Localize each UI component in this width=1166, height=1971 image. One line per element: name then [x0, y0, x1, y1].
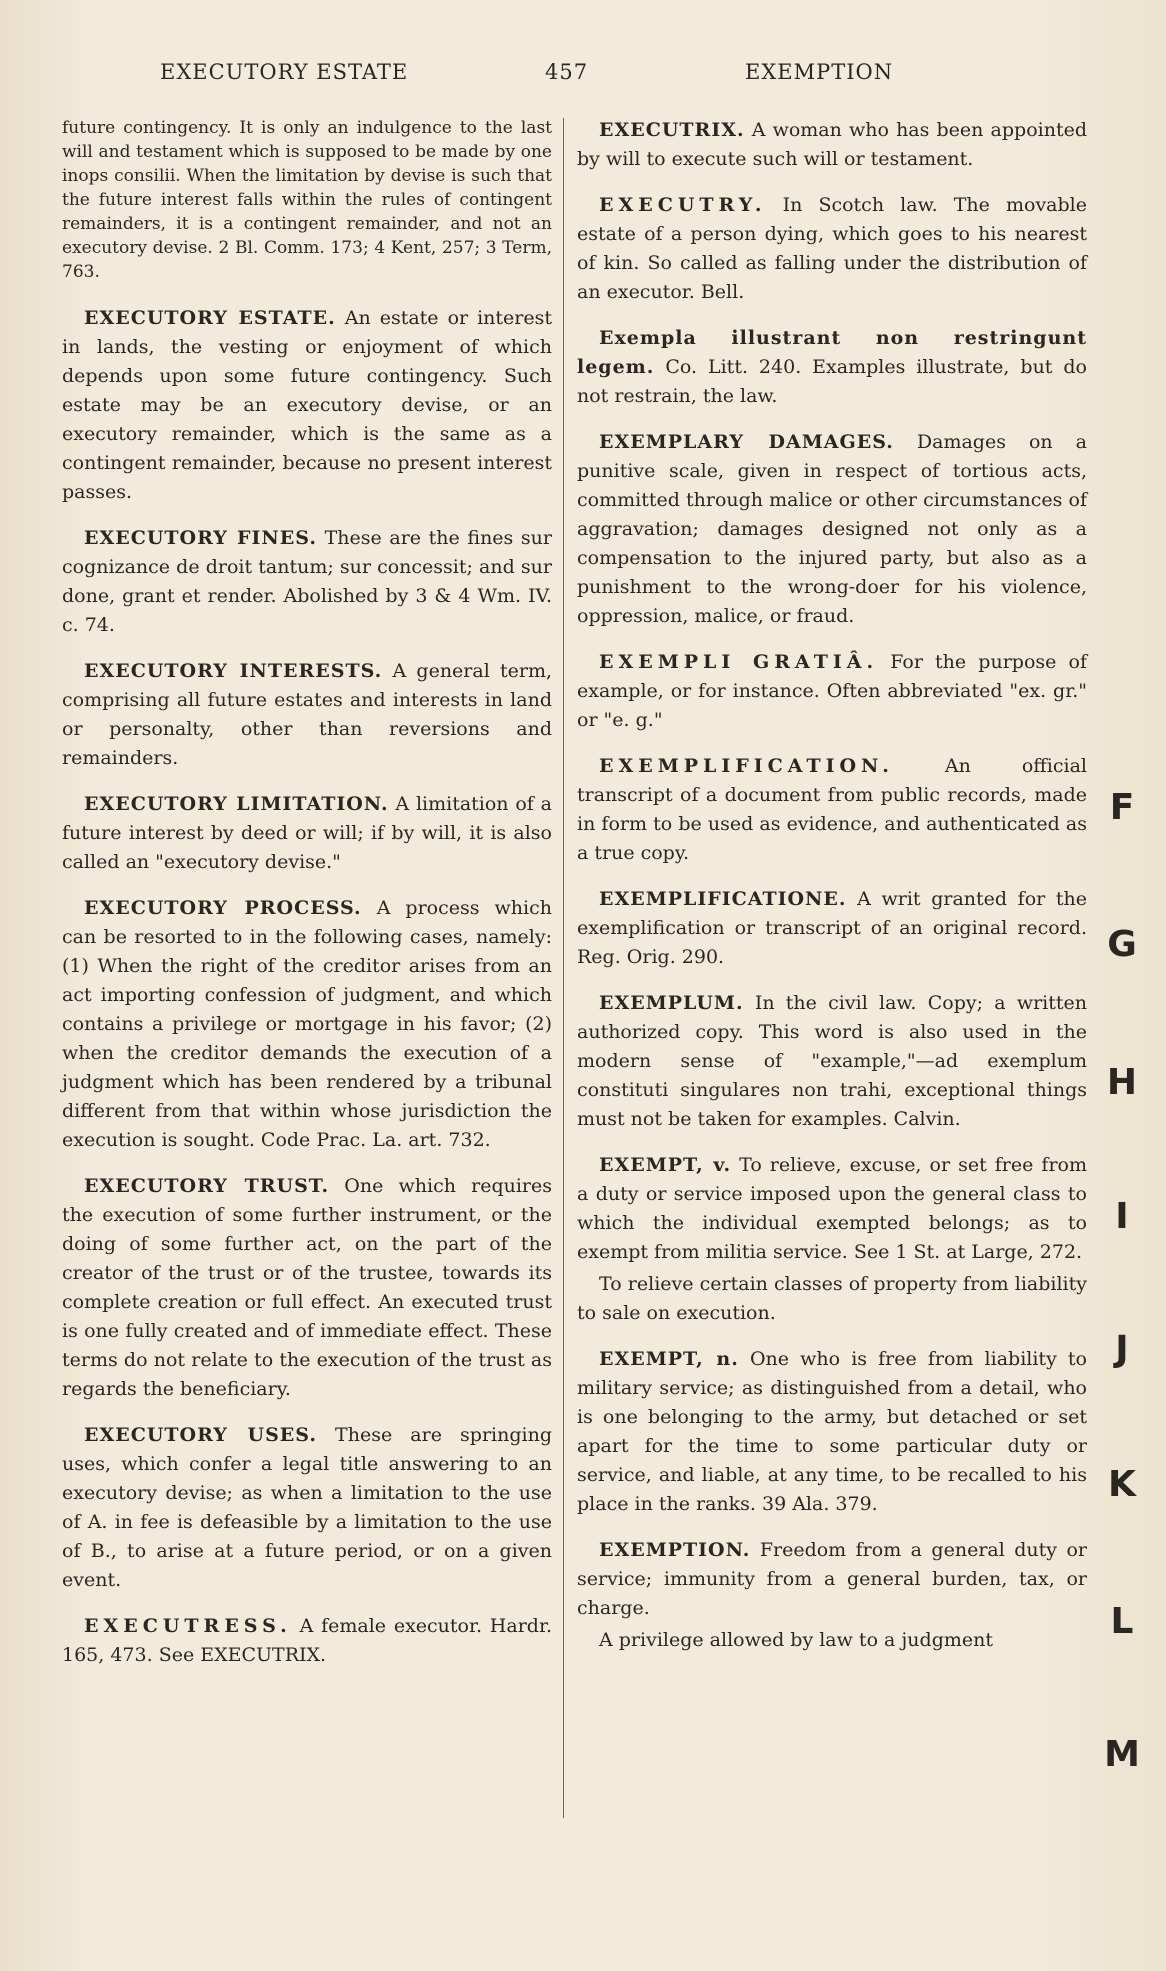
- header-left-guide-word: EXECUTORY ESTATE: [160, 60, 409, 84]
- entry-continuation: [577, 1270, 1087, 1328]
- entry-text: For the purpose of example, or for instance. Often abbreviated "ex. gr." or "e. g.": [577, 651, 1087, 731]
- header-right-guide-word: EXEMPTION: [745, 60, 894, 84]
- entry: [577, 324, 1087, 411]
- entry: [62, 524, 552, 640]
- entry-term: EXECUTORY TRUST.: [84, 1175, 330, 1197]
- entry-text: One who is free from liability to military service; as distinguished from a detail, who is one belonging to the army, but detached or set apart for the time to some particular duty or service, and liable, at any time, to be recalled to his place in the ranks. 39 Ala. 379.: [577, 1348, 1087, 1515]
- entry-text: future contingency. It is only an indulgence to the last will and testament which is supposed to be made by one inops consilii. When the limitation by devise is such that the future interest falls within the rules of contingent remainders, it is a contingent remainder, and not an executory devise. 2 Bl. Comm. 173; 4 Kent, 257; 3 Term, 763.: [62, 118, 552, 282]
- entry: [62, 1612, 552, 1670]
- entry-text: These are the fines sur cognizance de droit tantum; sur concessit; and sur done, grant et render. Abolished by 3 & 4 Wm. IV. c. 74.: [62, 527, 552, 636]
- entry-term: EXECUTORY USES.: [84, 1424, 317, 1446]
- thumb-index-tab: H: [1106, 1062, 1138, 1103]
- entry-term: EXECUTORY INTERESTS.: [84, 660, 383, 682]
- entry-term: EXECUTRESS.: [84, 1615, 292, 1637]
- entry-term: EXEMPT, v.: [599, 1154, 732, 1176]
- thumb-index-tab: F: [1109, 787, 1135, 828]
- entry-text: An estate or interest in lands, the vesting or enjoyment of which depends upon some future contingency. Such estate may be an executory devise, or an executory remainder, which is the same as a contingent remainder, because no present interest passes.: [62, 307, 553, 503]
- entry: [62, 116, 552, 284]
- column-divider: [563, 118, 564, 1818]
- entry-term: EXEMPLARY DAMAGES.: [599, 431, 894, 453]
- entry-text: In the civil law. Copy; a written authorized copy. This word is also used in the modern sense of "example,"—ad exemplum constituti singulares non trahi, exceptional things must not be taken for examples. Calvin.: [577, 992, 1087, 1130]
- entry: [62, 657, 552, 773]
- entry: [577, 885, 1087, 972]
- entry: [577, 116, 1087, 174]
- thumb-index-tab: J: [1115, 1329, 1129, 1370]
- entry-text: To relieve certain classes of property from liability to sale on execution.: [577, 1273, 1087, 1324]
- entry: [62, 1421, 552, 1595]
- right-column: [577, 116, 1087, 1672]
- entry-term: EXEMPLI GRATIÂ.: [599, 651, 879, 673]
- entry: [577, 1151, 1087, 1267]
- entry-term: EXEMPLIFICATION.: [599, 755, 894, 777]
- left-column: [62, 116, 552, 1687]
- entry-text: To relieve, excuse, or set free from a duty or service imposed upon the general class to which the individual exempted belongs; as to exempt from militia service. See 1 St. at Large, 272.: [577, 1154, 1087, 1263]
- entry-text: A process which can be resorted to in the following cases, namely: (1) When the right of the creditor arises from an act importing confession of judgment, and which contains a privilege or mortgage in his favor; (2) when the creditor demands the execution of a judgment which has been rendered by a tribunal different from that within whose jurisdiction the execution is sought. Code Prac. La. art. 732.: [62, 897, 552, 1151]
- entry-text: Damages on a punitive scale, given in respect of tortious acts, committed through malice or other circumstances of aggravation; damages designed not only as a compensation to the injured party, but also as a punishment to the wrong-doer for his violence, oppression, malice, or fraud.: [577, 431, 1087, 627]
- entry-term: EXECUTRIX.: [599, 119, 745, 141]
- thumb-index-tab: K: [1108, 1464, 1136, 1505]
- entry-term: EXECUTORY ESTATE.: [84, 307, 336, 329]
- entry-term: EXEMPLUM.: [599, 992, 744, 1014]
- thumb-index-tab: G: [1107, 924, 1137, 965]
- entry-text: One which requires the execution of some further instrument, or the doing of some further act, on the part of the creator of the trust or of the trustee, towards its complete creation or full effect. An executed trust is one fully created and of immediate effect. These terms do not relate to the execution of the trust as regards the beneficiary.: [62, 1175, 553, 1400]
- entry: [62, 1172, 552, 1404]
- entry-text: A limitation of a future interest by deed or will; if by will, it is also called an "executory devise.": [62, 793, 552, 873]
- entry-term: EXEMPT, n.: [599, 1348, 739, 1370]
- entry: [62, 304, 552, 507]
- entry-text: These are springing uses, which confer a legal title answering to an executory devise; as when a limitation to the use of A. in fee is defeasible by a limitation to the use of B., to arise at a future period, or on a given event.: [62, 1424, 552, 1591]
- entry: [577, 191, 1087, 307]
- page-number: 457: [545, 60, 589, 84]
- thumb-index-tab: M: [1104, 1734, 1140, 1775]
- entry-text: Freedom from a general duty or service; immunity from a general burden, tax, or charge.: [577, 1539, 1087, 1619]
- entry-term: Exempla illustrant non restringunt legem.: [577, 327, 1087, 378]
- thumb-index-tab: I: [1115, 1196, 1129, 1237]
- thumb-index-tab: L: [1110, 1601, 1134, 1642]
- entry-text: A privilege allowed by law to a judgment: [599, 1629, 993, 1651]
- entry: [577, 428, 1087, 631]
- entry-term: EXECUTRY.: [599, 194, 767, 216]
- entry-term: EXECUTORY FINES.: [84, 527, 317, 549]
- entry: [577, 648, 1087, 735]
- entry-text: In Scotch law. The movable estate of a person dying, which goes to his nearest of kin. So called as falling under the distribution of an executor. Bell.: [577, 194, 1087, 303]
- running-header: [0, 60, 1166, 94]
- entry: [577, 989, 1087, 1134]
- entry-term: EXECUTORY PROCESS.: [84, 897, 362, 919]
- entry: [577, 752, 1087, 868]
- entry-text: An official transcript of a document from public records, made in form to be used as evidence, and authenticated as a true copy.: [577, 755, 1088, 864]
- entry: [62, 894, 552, 1155]
- entry-text: A female executor. Hardr. 165, 473. See EXECUTRIX.: [62, 1615, 552, 1666]
- entry: [62, 790, 552, 877]
- entry: [577, 1345, 1087, 1519]
- entry-text: A writ granted for the exemplification or transcript of an original record. Reg. Orig. 290.: [577, 888, 1087, 968]
- entry-text: A general term, comprising all future estates and interests in land or personalty, other than reversions and remainders.: [62, 660, 552, 769]
- entry: [577, 1536, 1087, 1623]
- entry-text: Co. Litt. 240. Examples illustrate, but do not restrain, the law.: [577, 356, 1087, 407]
- entry-term: EXEMPLIFICATIONE.: [599, 888, 847, 910]
- entry-term: EXECUTORY LIMITATION.: [84, 793, 389, 815]
- entry-term: EXEMPTION.: [599, 1539, 751, 1561]
- entry-text: A woman who has been appointed by will to execute such will or testament.: [577, 119, 1087, 170]
- entry-continuation: [577, 1626, 1087, 1655]
